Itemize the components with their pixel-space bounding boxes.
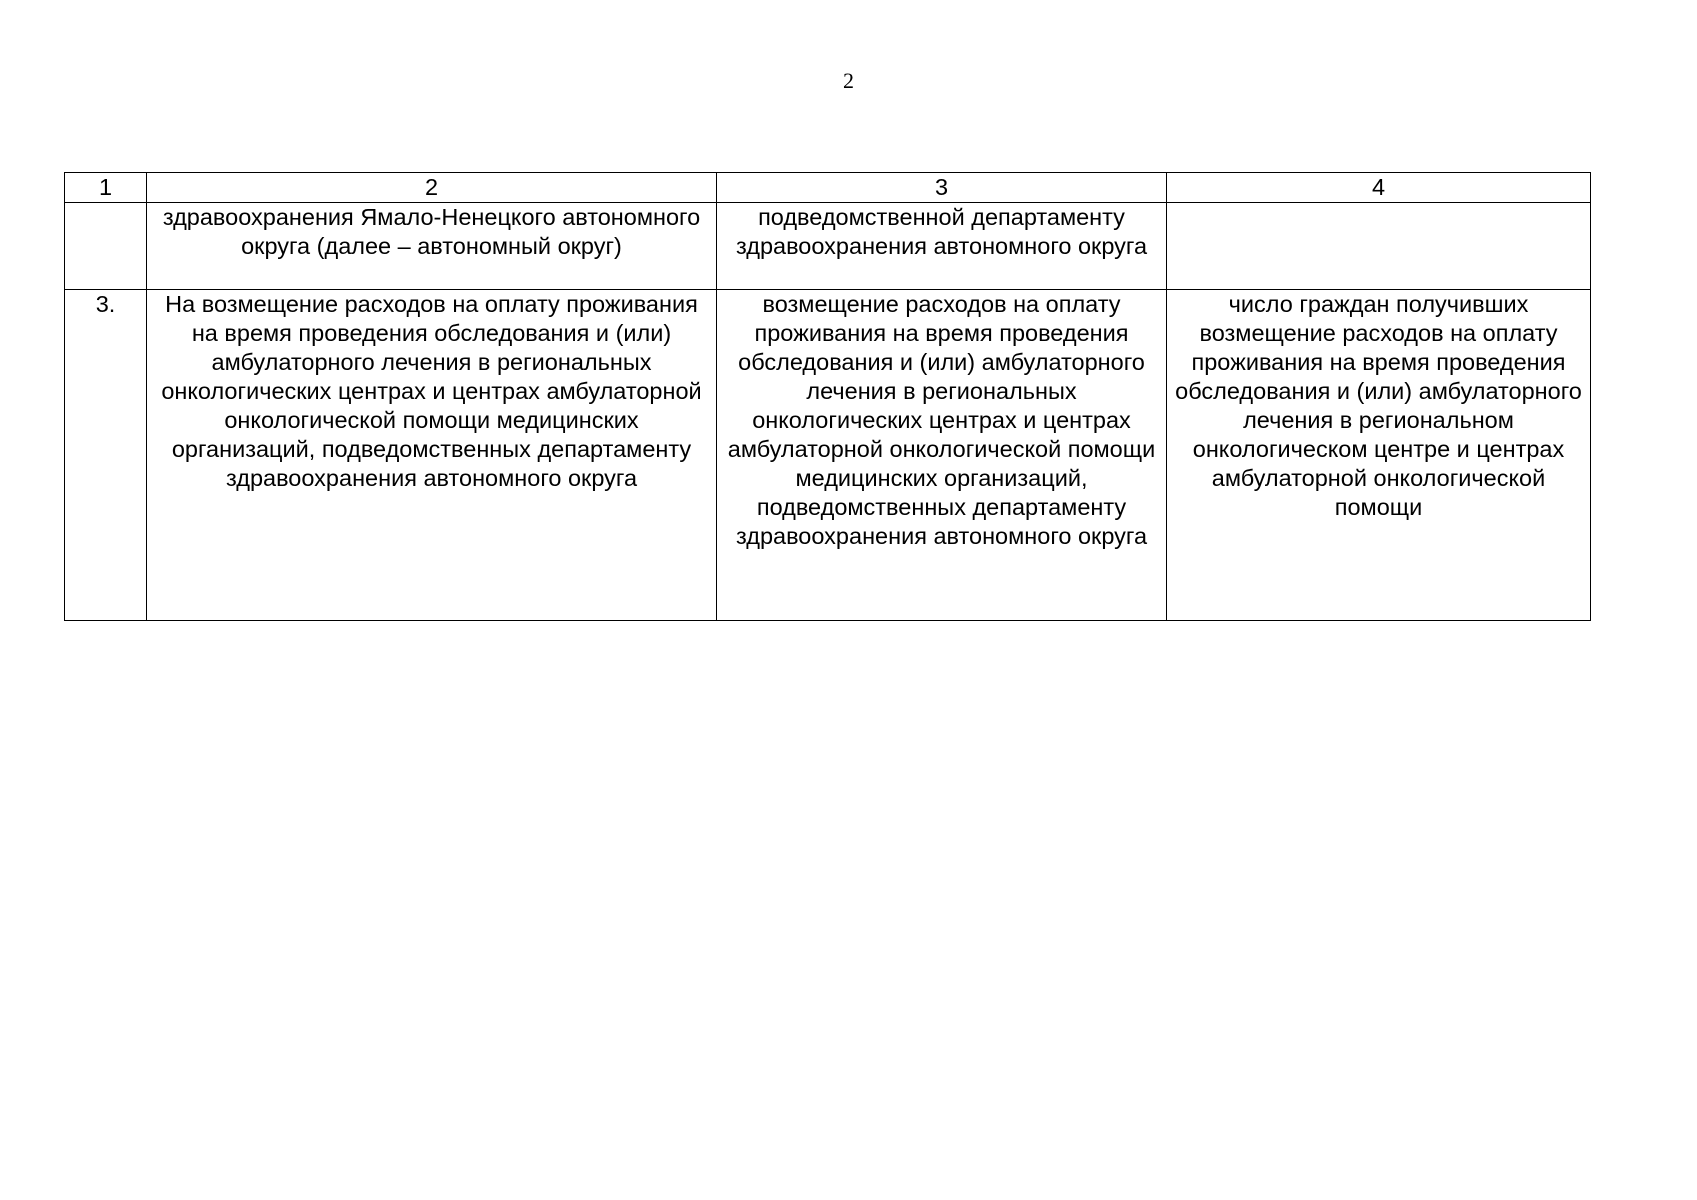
header-cell-4: 4 bbox=[1167, 173, 1591, 203]
row-number-cell: 3. bbox=[65, 290, 147, 621]
result-cell: возмещение расходов на оплату проживания на время проведения обследования и (или) амбулаторного лечения в региональных онкологических центрах и центрах амбулаторной онкологической помощи медицинских организаций, подведомственных департаменту здравоохранения автономного округа bbox=[717, 290, 1167, 621]
header-cell-1: 1 bbox=[65, 173, 147, 203]
table-row bbox=[65, 203, 1591, 290]
header-cell-3: 3 bbox=[717, 173, 1167, 203]
document-table bbox=[64, 172, 1591, 621]
event-name-cell: здравоохранения Ямало-Ненецкого автономного округа (далее – автономный округ) bbox=[147, 203, 717, 290]
row-number-cell bbox=[65, 203, 147, 290]
result-cell: подведомственной департаменту здравоохранения автономного округа bbox=[717, 203, 1167, 290]
indicator-cell: число граждан получивших возмещение расходов на оплату проживания на время проведения обследования и (или) амбулаторного лечения в региональном онкологическом центре и центрах амбулаторной онкологической помощи bbox=[1167, 290, 1591, 621]
indicator-cell bbox=[1167, 203, 1591, 290]
table-header-row bbox=[65, 173, 1591, 203]
event-name-cell: На возмещение расходов на оплату проживания на время проведения обследования и (или) амбулаторного лечения в региональных онкологических центрах и центрах амбулаторной онкологической помощи медицинских организаций, подведомственных департаменту здравоохранения автономного округа bbox=[147, 290, 717, 621]
header-cell-2: 2 bbox=[147, 173, 717, 203]
table-row bbox=[65, 290, 1591, 621]
page-number: 2 bbox=[843, 68, 854, 93]
